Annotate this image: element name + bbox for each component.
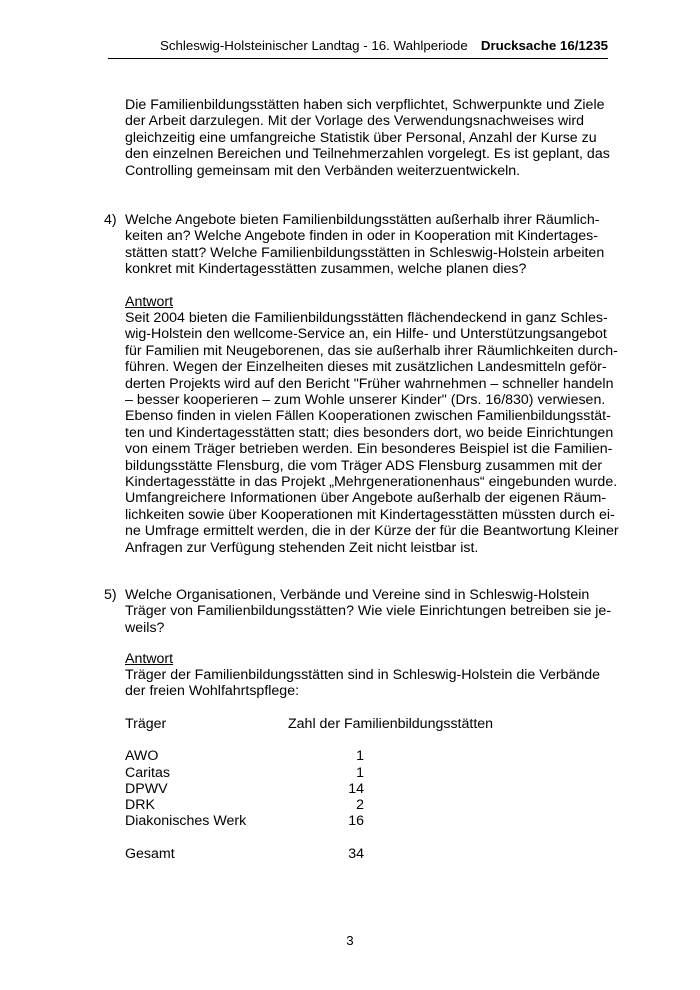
header-title: Schleswig-Holsteinischer Landtag - 16. Wahlperiode	[160, 38, 468, 53]
question-5-text: Welche Organisationen, Verbände und Vereine sind in Schleswig-Holstein Träger von Familienbildungsstätten? Wie viele Einrichtungen betreiben sie je- weils?	[125, 587, 612, 636]
table-cell-traeger: AWO	[125, 748, 159, 764]
table-cell-count: 2	[356, 797, 364, 813]
table-header-count: Zahl der Familienbildungsstätten	[288, 716, 494, 732]
table-cell-count: 1	[356, 748, 364, 764]
question-4-answer-label: Antwort	[125, 294, 174, 310]
question-5-answer-label: Antwort	[125, 651, 174, 667]
question-4-number: 4)	[104, 212, 117, 228]
table-cell-traeger: Caritas	[125, 765, 170, 781]
table-total-value: 34	[348, 846, 364, 862]
page-header	[108, 38, 608, 59]
intro-paragraph: Die Familienbildungsstätten haben sich verpflichtet, Schwerpunkte und Ziele der Arbeit darzulegen. Mit der Vorlage des Verwendungsnachweises wird gleichzeitig eine umfangreiche Statistik über Personal, Anzahl der Kurse zu den einzelnen Bereichen und Teilnehmerzahlen vorgelegt. Es ist geplant, das Controlling gemeinsam mit den Verbänden weiterzuentwickeln.	[125, 97, 610, 179]
table-cell-count: 16	[348, 813, 364, 829]
table-cell-count: 14	[348, 781, 364, 797]
table-cell-traeger: DRK	[125, 797, 155, 813]
table-cell-count: 1	[356, 765, 364, 781]
table-cell-traeger: Diakonisches Werk	[125, 813, 247, 829]
question-4-answer: Seit 2004 bieten die Familienbildungsstätten flächendeckend in ganz Schles- wig-Holstein den wellcome-Service an, ein Hilfe- und Unterstützungsangebot für Familien mit Neugeborenen, das sie außerhalb ihrer Räumlichkeiten durch- führen. Wegen der Einzelheiten dieses mit zusätzlichen Landesmitteln geför- derten Projekts wird auf den Bericht "Früher wahrnehmen – schneller handeln – besser kooperieren – zum Wohle unserer Kinder" (Drs. 16/830) verwiesen. Ebenso finden in vielen Fällen Kooperationen zwischen Familienbildungsstät- ten und Kindertagesstätten statt; dies besonders dort, wo beide Einrichtungen von einem Träger betrieben werden. Ein besonderes Beispiel ist die Familien- bildungsstätte Flensburg, die vom Träger ADS Flensburg zusammen mit der Kindertagesstätte in das Projekt „Mehrgenerationenhaus“ eingebunden wurde. Umfangreichere Informationen über Angebote außerhalb der eigenen Räum- lichkeiten sowie über Kooperationen mit Kindertagesstätten müssten durch ei- ne Umfrage ermittelt werden, die in der Kürze der für die Beantwortung Kleiner Anfragen zur Verfügung stehenden Zeit nicht leistbar ist.	[125, 310, 619, 556]
table-total-label: Gesamt	[125, 846, 175, 862]
table-cell-traeger: DPWV	[125, 781, 168, 797]
question-4-text: Welche Angebote bieten Familienbildungsstätten außerhalb ihrer Räumlich- keiten an? Welche Angebote finden in oder in Kooperation mit Kindertages- stätten statt? Welche Familienbildungsstätten in Schleswig-Holstein arbeiten konkret mit Kindertagesstätten zusammen, welche planen dies?	[125, 212, 605, 278]
page-number: 3	[346, 933, 354, 948]
table-header-traeger: Träger	[125, 716, 167, 732]
question-5-answer: Träger der Familienbildungsstätten sind in Schleswig-Holstein die Verbände der freien Wohlfahrtspflege:	[125, 667, 601, 700]
question-5-number: 5)	[104, 587, 117, 603]
header-doc-number: Drucksache 16/1235	[480, 38, 608, 53]
